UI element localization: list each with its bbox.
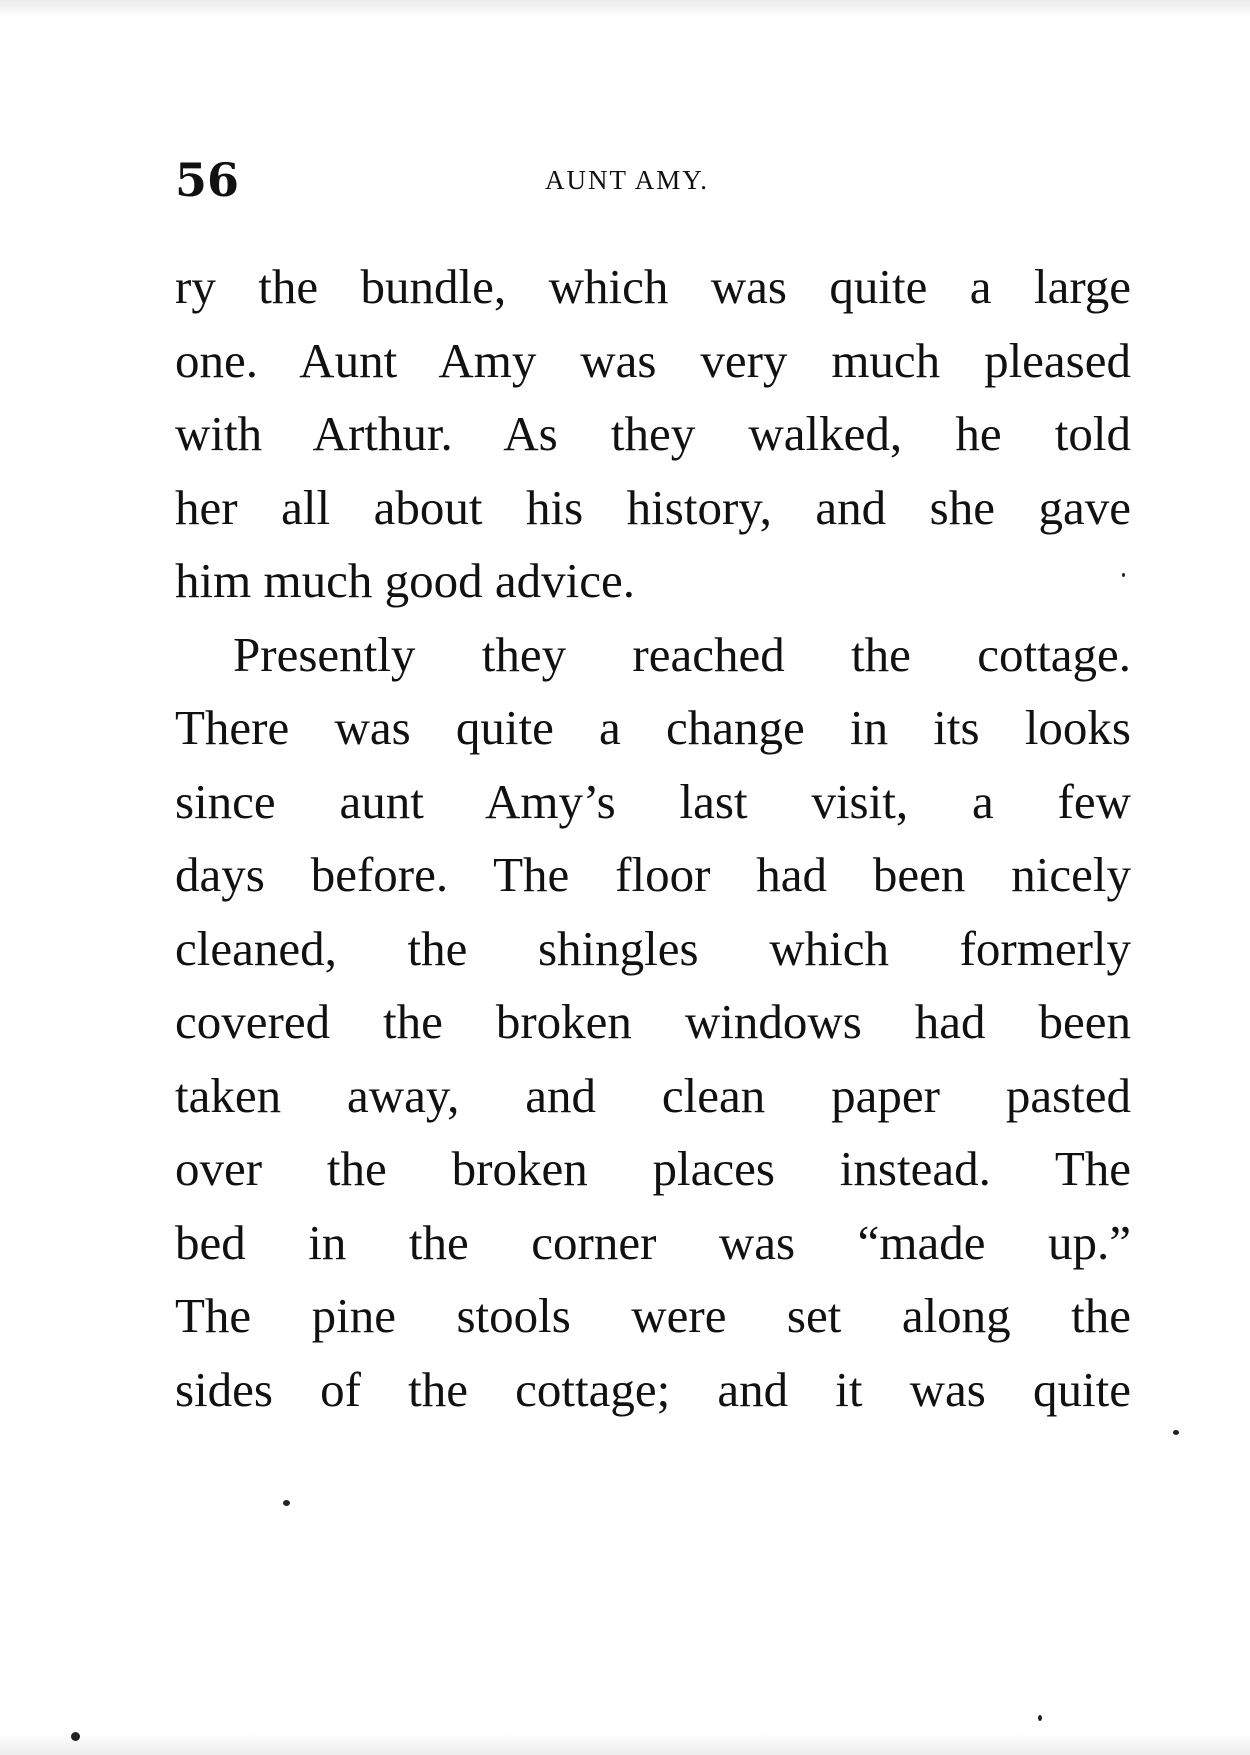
text-line: him much good advice. [175,553,635,608]
text-line: over the broken places instead. The [175,1141,1131,1196]
text-line: ry the bundle, which was quite a large [175,259,1131,314]
text-line: her all about his history, and she gave [175,479,1131,535]
text-line: days before. The floor had been nicely [175,847,1131,902]
text-line: cleaned, the shingles which formerly [175,920,1131,976]
text-line: The pine stools were set along the [175,1288,1131,1343]
running-head [175,155,1131,205]
text-line: since aunt Amy’s last visit, a few [175,773,1131,829]
scan-edge-top [0,0,1250,18]
text-line: bed in the corner was “made up.” [175,1214,1131,1270]
scan-speck [283,1500,290,1506]
scan-speck [1122,573,1125,577]
scan-speck [1173,1430,1179,1435]
body-text [175,250,1131,1426]
running-title: AUNT AMY. [545,165,710,195]
text-line: covered the broken windows had been [175,994,1131,1049]
text-line: with Arthur. As they walked, he told [175,406,1131,461]
text-line: There was quite a change in its looks [175,700,1131,755]
scan-speck [1038,1715,1042,1721]
page-number: 56 [175,153,240,207]
text-line: one. Aunt Amy was very much pleased [175,332,1131,388]
text-line: sides of the cottage; and it was quite [175,1361,1131,1417]
text-line: taken away, and clean paper pasted [175,1067,1131,1123]
paragraph-first-line: Presently they reached the cottage. [233,626,1131,682]
scan-edge-bottom [0,1733,1250,1755]
